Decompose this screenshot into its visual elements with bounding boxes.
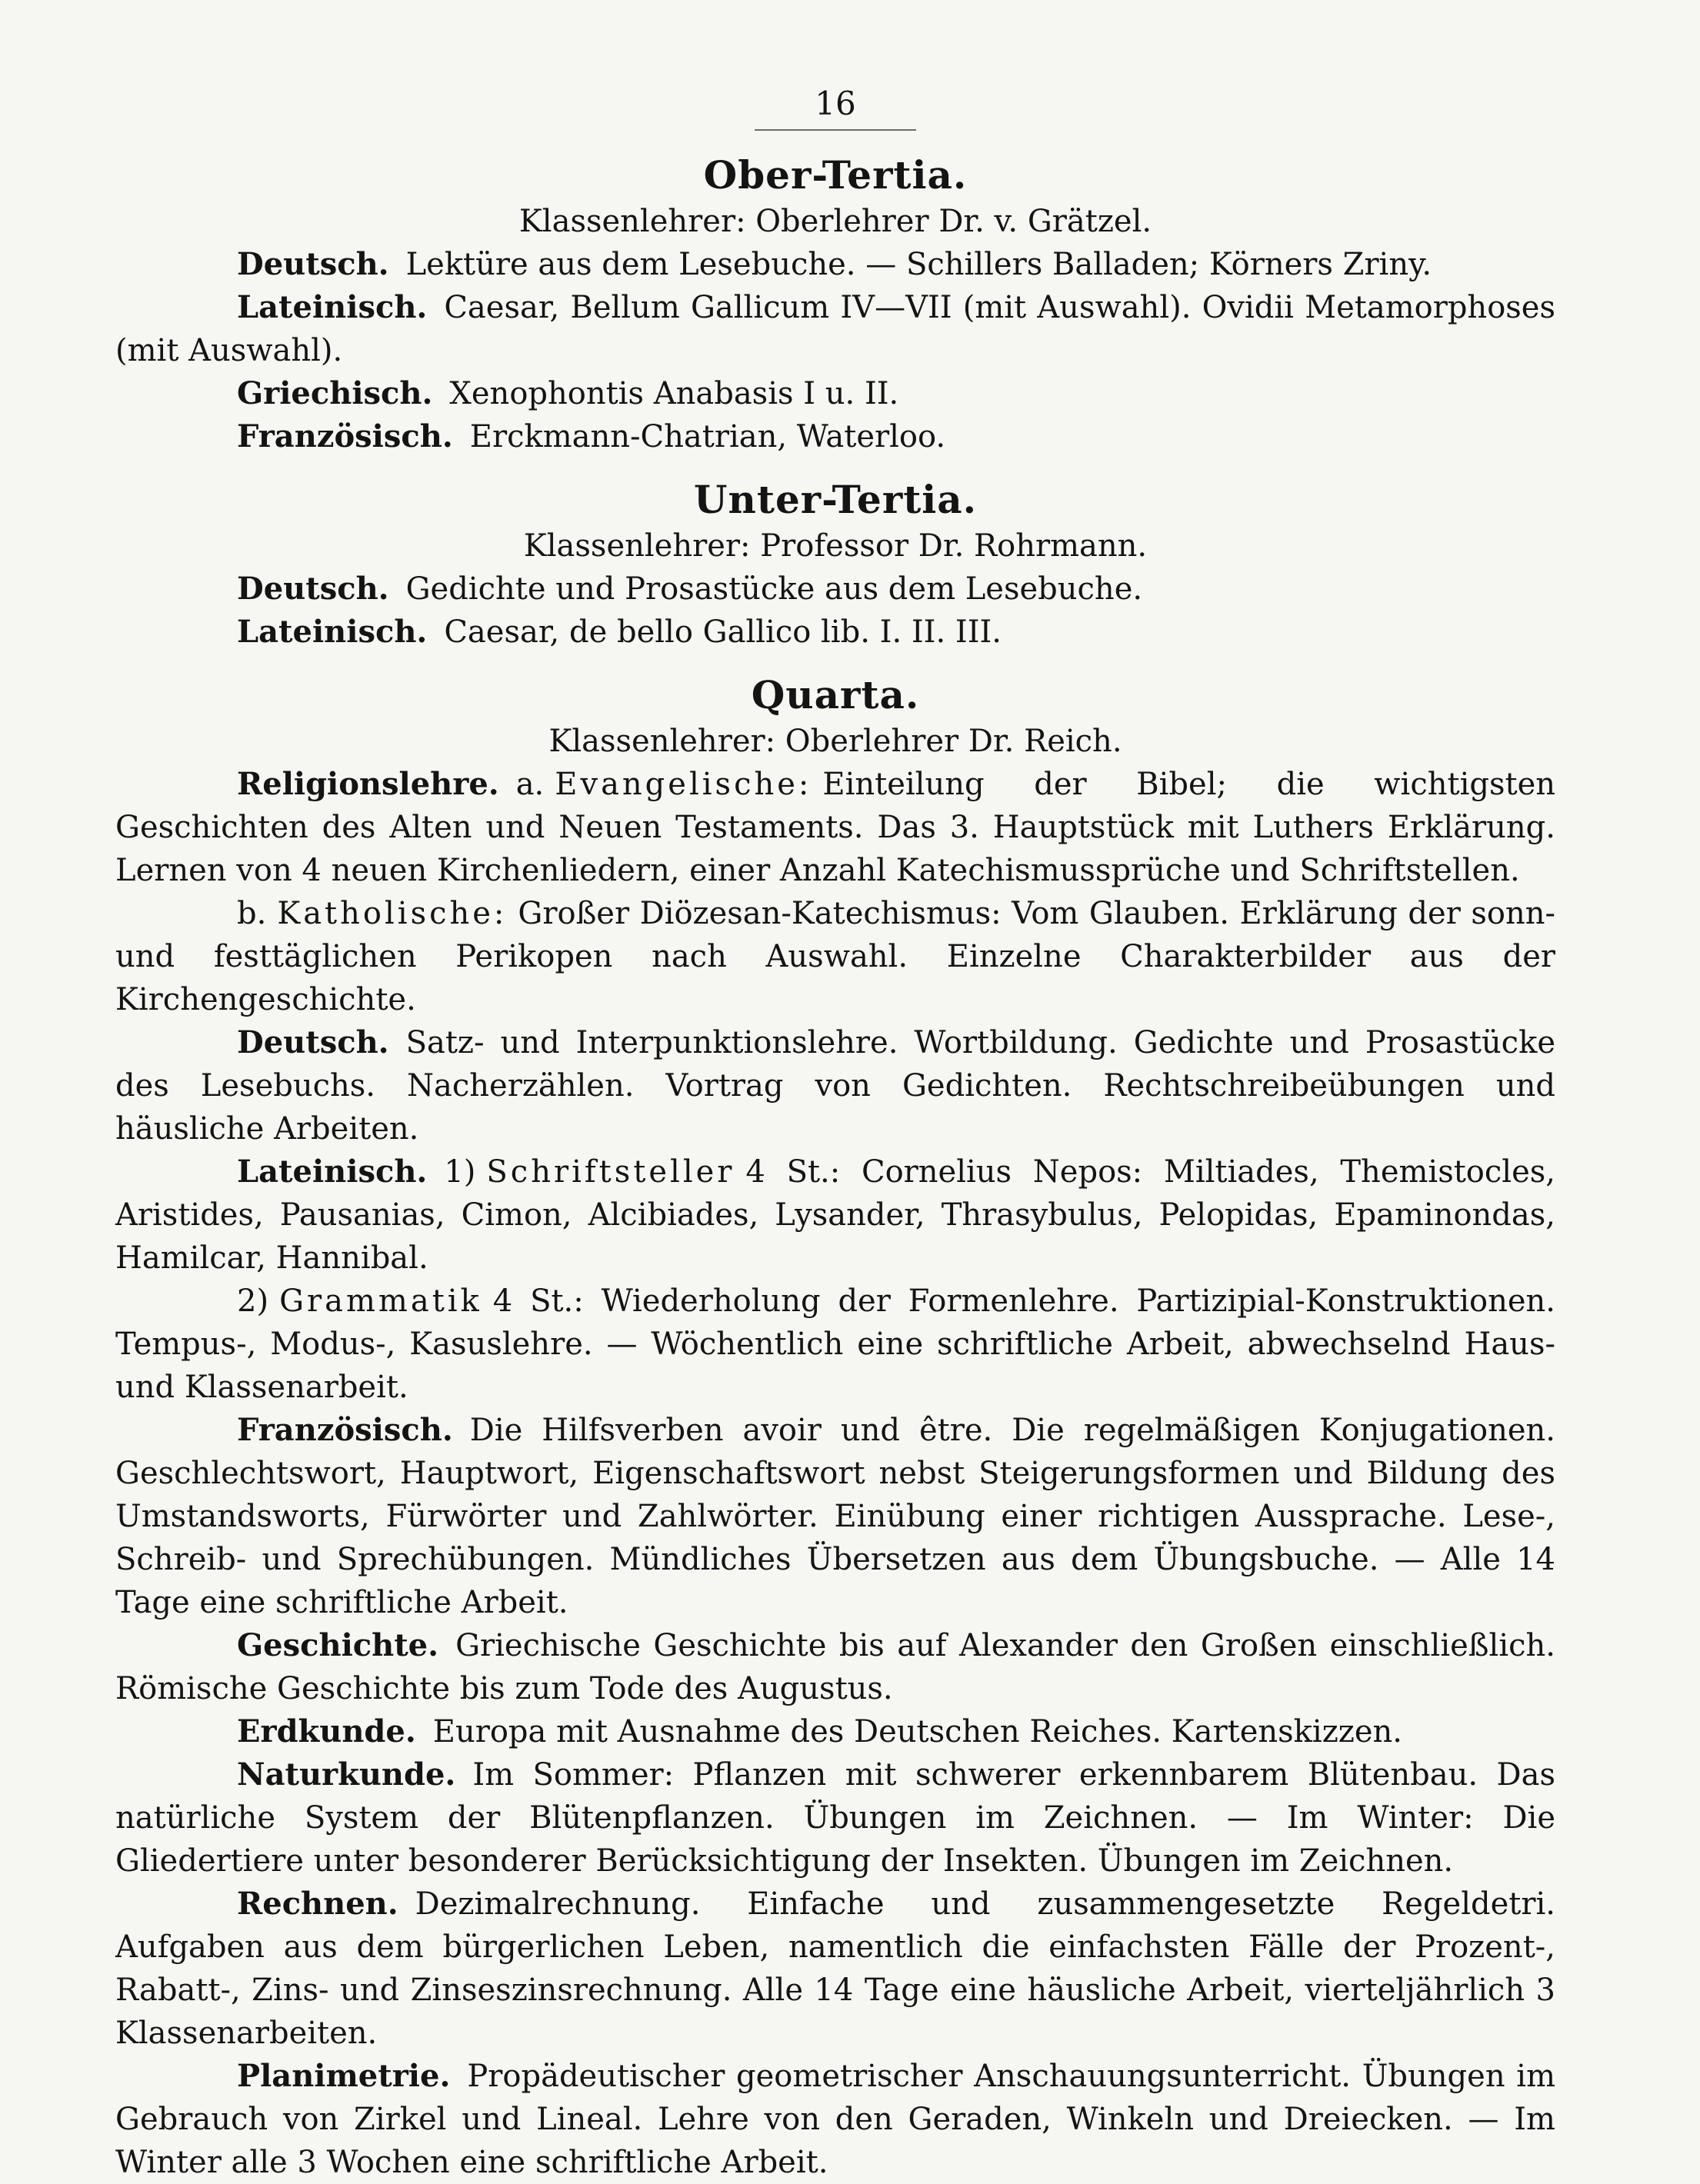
subject-label: Deutsch. — [237, 1024, 389, 1060]
item-marker: 1) — [444, 1154, 476, 1190]
document-page — [115, 85, 1555, 2180]
subject-paragraph-geschichte — [115, 1624, 1555, 1710]
item-marker: a. — [515, 767, 545, 802]
subject-label: Deutsch. — [237, 571, 389, 607]
subject-label: Planimetrie. — [237, 2058, 451, 2094]
subject-text: Einteilung der Bibel; die wichtigsten Geschichten des Alten und Neuen Testaments. Das 3. Hauptstück mit Luthers Erklärung. Lernen von 4 neuen Kirchenliedern, einer Anzahl Katechismussprüche und Schriftstellen. — [115, 767, 1555, 888]
subject-text: Europa mit Ausnahme des Deutschen Reiches. Kartenskizzen. — [432, 1714, 1402, 1750]
subject-label: Lateinisch. — [237, 289, 428, 325]
subject-paragraph-religion-b — [115, 892, 1555, 1021]
item-label: Grammatik — [279, 1283, 482, 1319]
subject-text: Die Hilfsverben avoir und être. Die regelmäßigen Konjugationen. Geschlechtswort, Hauptwort, Eigenschaftswort nebst Steigerungsformen und Bildung des Umstandsworts, Fürwörter und Zahlwörter. Einübung einer richtigen Aussprache. Lese-, Schreib- und Sprechübungen. Mündliches Übersetzen aus dem Übungsbuche. — Alle 14 Tage eine schriftliche Arbeit. — [115, 1413, 1555, 1620]
subject-paragraph-lateinisch-1 — [115, 1150, 1555, 1280]
subject-paragraph-lateinisch — [115, 286, 1555, 372]
subject-label: Lateinisch. — [237, 614, 428, 650]
subject-paragraph-deutsch — [115, 1021, 1555, 1150]
page-number: 16 — [815, 85, 856, 122]
class-teacher: Klassenlehrer: Oberlehrer Dr. Reich. — [548, 724, 1122, 759]
section-title: Quarta. — [751, 672, 920, 717]
subject-label: Griechisch. — [237, 375, 433, 411]
subject-paragraph-lateinisch-2 — [115, 1280, 1555, 1409]
subject-paragraph-griechisch — [115, 372, 1555, 415]
item-label: Schriftsteller — [486, 1154, 735, 1190]
subject-paragraph-deutsch — [115, 568, 1555, 611]
subject-paragraph-deutsch — [115, 243, 1555, 286]
item-label: Katholische: — [277, 896, 508, 931]
subject-text: Caesar, de bello Gallico lib. I. II. III. — [444, 614, 1002, 650]
subject-paragraph-naturkunde — [115, 1753, 1555, 1883]
section-title: Ober-Tertia. — [703, 152, 968, 198]
subject-label: Französisch. — [237, 1412, 453, 1448]
subject-text: Großer Diözesan-Katechismus: Vom Glauben. Erklärung der sonn- und festtäglichen Perikopen nach Auswahl. Einzelne Charakterbilder aus der Kirchengeschichte. — [115, 896, 1555, 1017]
subject-text: Erckmann-Chatrian, Waterloo. — [469, 419, 946, 454]
subject-label: Naturkunde. — [237, 1756, 456, 1793]
subject-paragraph-rechnen — [115, 1883, 1555, 2055]
subject-text: Satz- und Interpunktionslehre. Wortbildung. Gedichte und Prosastücke des Lesebuchs. Nacherzählen. Vortrag von Gedichten. Rechtschreibeübungen und häusliche Arbeiten. — [115, 1025, 1555, 1147]
subject-label: Deutsch. — [237, 246, 389, 282]
subject-label: Lateinisch. — [237, 1154, 428, 1190]
subject-paragraph-erdkunde — [115, 1710, 1555, 1753]
subject-label: Geschichte. — [237, 1627, 439, 1663]
item-label: Evangelische: — [555, 767, 812, 802]
subject-text: Dezimalrechnung. Einfache und zusammengesetzte Regeldetri. Aufgaben aus dem bürgerlichen Leben, namentlich die einfachsten Fälle der Prozent-, Rabatt-, Zins- und Zinseszinsrechnung. Alle 14 Tage eine häusliche Arbeit, vierteljährlich 3 Klassenarbeiten. — [115, 1886, 1555, 2051]
subject-text: Lektüre aus dem Lesebuche. — Schillers Balladen; Körners Zriny. — [405, 247, 1432, 282]
subject-paragraph-lateinisch — [115, 611, 1555, 654]
item-marker: 2) — [237, 1283, 269, 1319]
section-title: Unter-Tertia. — [693, 477, 978, 522]
subject-paragraph-planimetrie — [115, 2055, 1555, 2184]
subject-paragraph-religion-a — [115, 763, 1555, 892]
subject-paragraph-franzoesisch — [115, 415, 1555, 458]
subject-text: Im Sommer: Pflanzen mit schwerer erkennbarem Blütenbau. Das natürliche System der Blütenpflanzen. Übungen im Zeichnen. — Im Winter: Die Gliedertiere unter besonderer Berücksichtigung der Insekten. Übungen im Zeichnen. — [115, 1757, 1555, 1879]
subject-text: Gedichte und Prosastücke aus dem Lesebuche. — [405, 571, 1143, 607]
subject-paragraph-franzoesisch — [115, 1409, 1555, 1624]
subject-label: Französisch. — [237, 418, 453, 454]
page-number-rule — [755, 129, 916, 131]
class-teacher: Klassenlehrer: Oberlehrer Dr. v. Grätzel. — [518, 204, 1152, 239]
class-teacher: Klassenlehrer: Professor Dr. Rohrmann. — [523, 528, 1148, 564]
section-unter-tertia — [115, 475, 1555, 654]
subject-label: Religionslehre. — [237, 766, 499, 802]
subject-text: Caesar, Bellum Gallicum IV—VII (mit Auswahl). Ovidii Metamorphoses (mit Auswahl). — [115, 290, 1555, 368]
subject-text: Griechische Geschichte bis auf Alexander den Großen einschließlich. Römische Geschichte bis zum Tode des Augustus. — [115, 1628, 1555, 1706]
subject-text: Xenophontis Anabasis I u. II. — [449, 376, 899, 411]
item-marker: b. — [237, 896, 267, 931]
subject-text: 4 St.: Wiederholung der Formenlehre. Partizipial-Konstruktionen. Tempus-, Modus-, Kasuslehre. — Wöchentlich eine schriftliche Arbeit, abwechselnd Haus- und Klassenarbeit. — [115, 1283, 1555, 1405]
subject-label: Erdkunde. — [237, 1713, 416, 1750]
subject-text: Propädeutischer geometrischer Anschauungsunterricht. Übungen im Gebrauch von Zirkel und Lineal. Lehre von den Geraden, Winkeln und Dreiecken. — Im Winter alle 3 Wochen eine schriftliche Arbeit. — [115, 2059, 1555, 2180]
section-quarta — [115, 671, 1555, 2184]
section-ober-tertia — [115, 151, 1555, 458]
subject-label: Rechnen. — [237, 1886, 398, 1922]
subject-text: 4 St.: Cornelius Nepos: Miltiades, Themistocles, Aristides, Pausanias, Cimon, Alcibiades, Lysander, Thrasybulus, Pelopidas, Epaminondas, Hamilcar, Hannibal. — [115, 1154, 1555, 1276]
